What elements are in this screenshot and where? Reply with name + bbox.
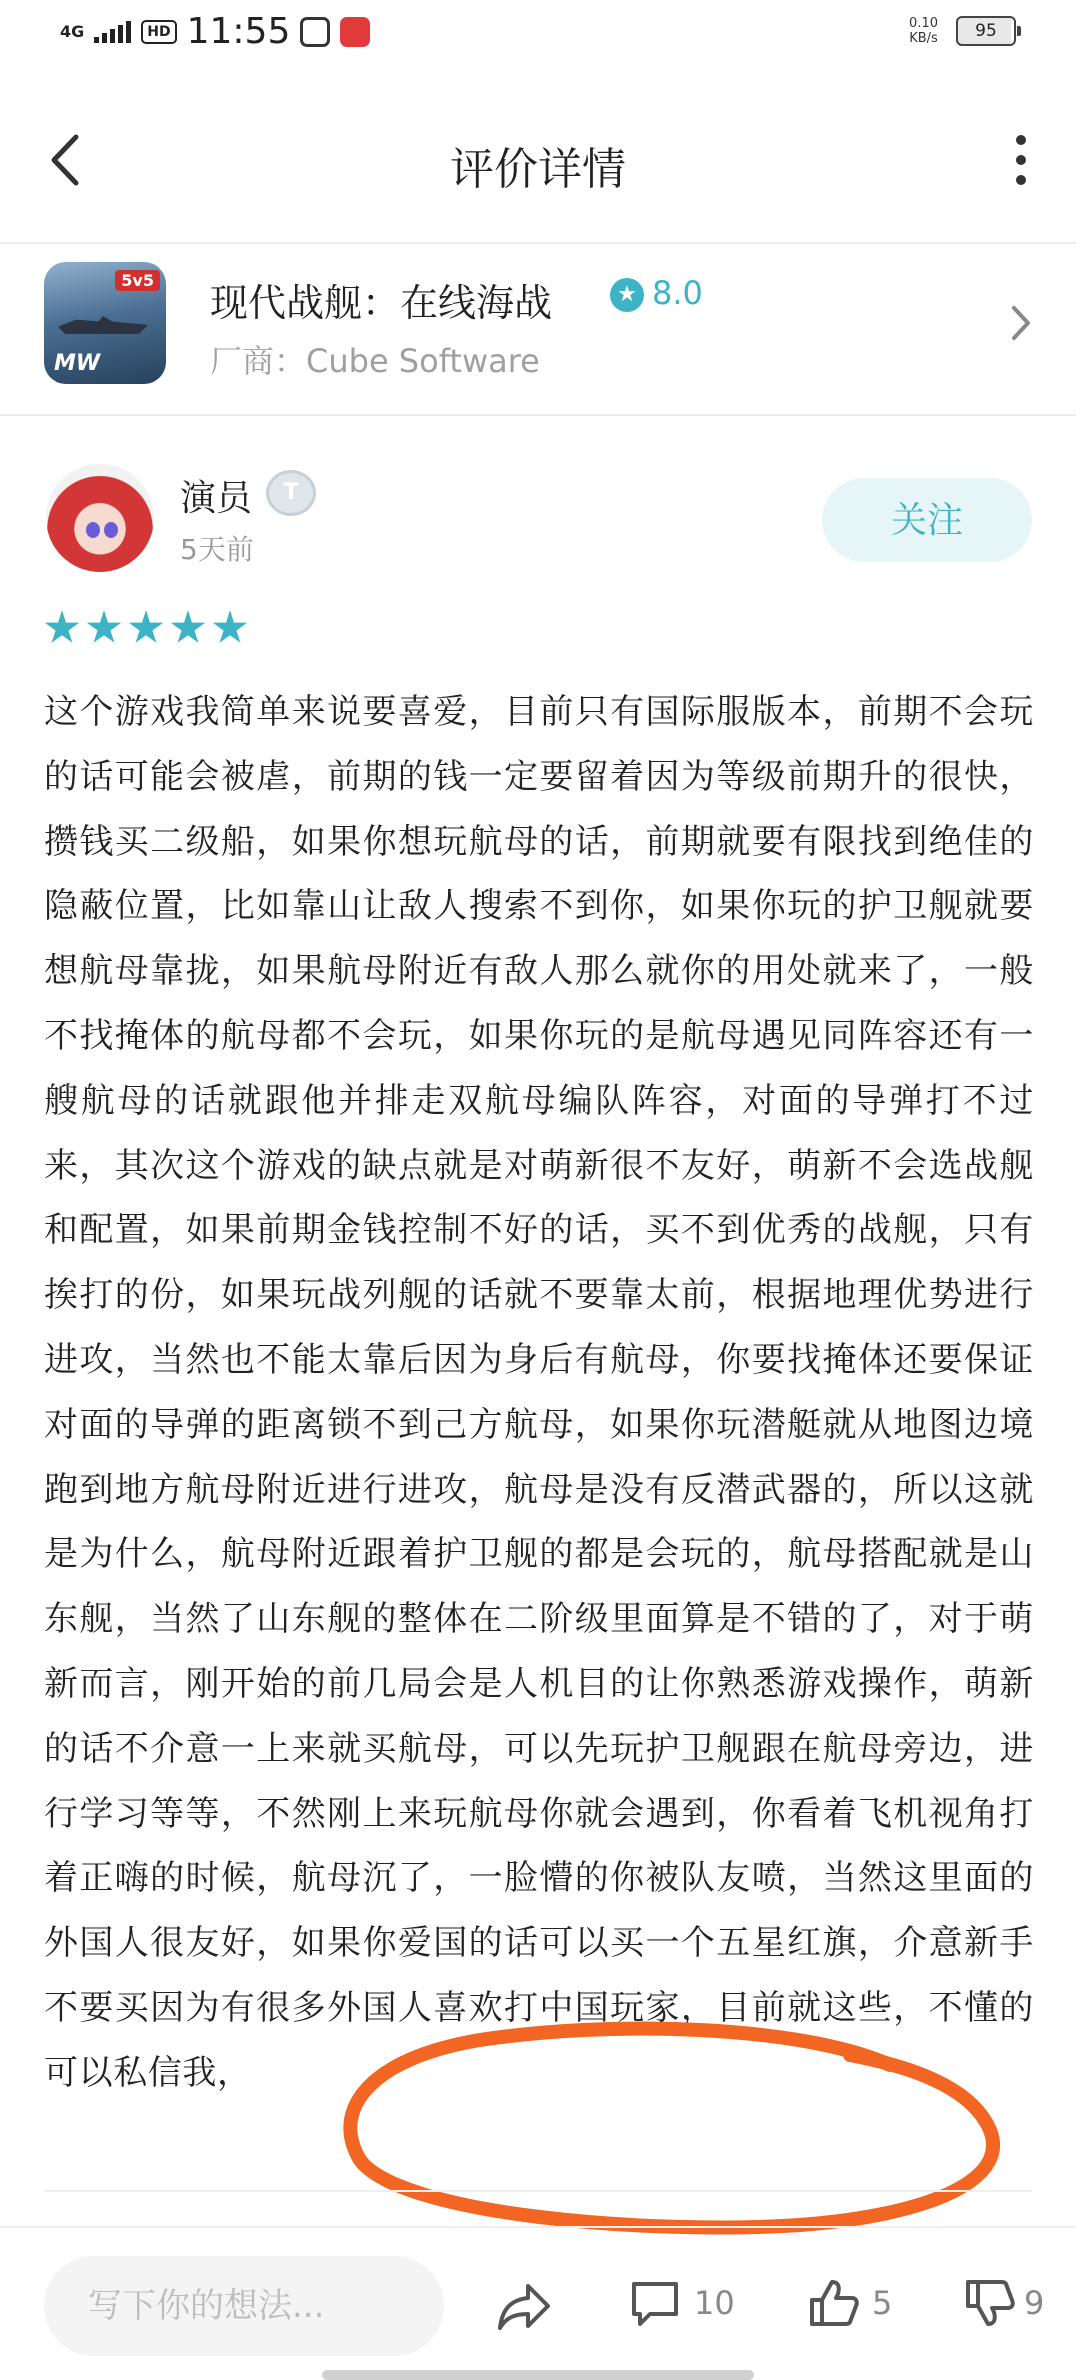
star-icon <box>212 610 248 646</box>
comment-button[interactable] <box>628 2276 735 2330</box>
warship-graphic <box>58 316 148 334</box>
divider <box>0 2226 1076 2228</box>
game-name: 现代战舰：在线海战 <box>210 281 553 325</box>
comment-icon <box>628 2276 682 2330</box>
divider <box>44 2190 1032 2192</box>
divider <box>0 414 1076 416</box>
status-right <box>909 16 1016 46</box>
chevron-right-icon <box>1006 298 1036 348</box>
game-icon <box>44 262 166 384</box>
star-icon <box>44 610 80 646</box>
notification-app-icon-red <box>340 17 370 47</box>
game-rating: 8.0 <box>652 274 703 312</box>
signal-icon <box>94 21 131 43</box>
like-button[interactable] <box>806 2276 892 2330</box>
star-icon <box>86 610 122 646</box>
speed-value: 0.10 <box>909 16 938 31</box>
game-logo: MW <box>54 351 101 376</box>
battery-icon: 95 <box>956 16 1016 46</box>
home-indicator[interactable] <box>322 2370 754 2380</box>
dislike-button[interactable] <box>962 2276 1044 2330</box>
hd-badge: HD <box>141 20 176 44</box>
game-card[interactable] <box>0 244 1076 414</box>
avatar[interactable] <box>46 464 154 572</box>
notification-app-icon <box>300 17 330 47</box>
network-type: 4G <box>60 22 85 41</box>
review-text: 这个游戏我简单来说要喜爱，目前只有国际服版本，前期不会玩的话可能会被虐，前期的钱一定要留着因为等级前期升的很快，攒钱买二级船，如果你想玩航母的话，前期就要有限找到绝佳的隐蔽位置，比如靠山让敌人搜索不到你，如果你玩的护卫舰就要想航母靠拢，如果航母附近有敌人那么就你的用处就来了，一般不找掩体的航母都不会玩，如果你玩的是航母遇见同阵容还有一艘航母的话就跟他并排走双航母编队阵容，对面的导弹打不过来，其次这个游戏的缺点就是对萌新很不友好，萌新不会选战舰和配置，如果前期金钱控制不好的话，买不到优秀的战舰，只有挨打的份，如果玩战列舰的话就不要靠太前，根据地理优势进行进攻，当然也不能太靠后因为身后有航母，你要找掩体还要保证对面的导弹的距离锁不到己方航母，如果你玩潜艇就从地图边境跑到地方航母附近进行进攻，航母是没有反潜武器的，所以这就是为什么，航母附近跟着护卫舰的都是会玩的，航母搭配就是山东舰，当然了山东舰的整体在二阶级里面算是不错的了，对于萌新而言，刚开始的前几局会是人机目的让你熟悉游戏操作，萌新的话不介意一上来就买航母，可以先玩护卫舰跟在航母旁边，进行学习等等，不然刚上来玩航母你就会遇到，你看着飞机视角打着正嗨的时候，航母沉了，一脸懵的你被队友喷，当然这里面的外国人很友好，如果你爱国的话可以买一个五星红旗，介意新手不要买因为有很多外国人喜欢打中国玩家，目前就这些，不懂的可以私信我， <box>44 692 1034 2093</box>
status-bar <box>0 0 1076 70</box>
like-count: 5 <box>872 2284 893 2322</box>
star-icon <box>128 610 164 646</box>
game-mode-badge: 5v5 <box>115 270 160 291</box>
nav-bar <box>0 95 1076 225</box>
speed-unit: KB/s <box>909 31 938 46</box>
post-time: 5天前 <box>180 533 254 566</box>
page-title: 评价详情 <box>450 144 626 195</box>
review-stars <box>44 610 248 646</box>
comment-count: 10 <box>694 2284 735 2322</box>
level-badge: T <box>266 470 316 516</box>
star-icon <box>170 610 206 646</box>
dislike-count: 9 <box>1024 2284 1045 2322</box>
follow-button[interactable]: 关注 <box>822 478 1032 562</box>
username[interactable]: 演员 <box>180 478 253 519</box>
network-speed <box>909 16 938 46</box>
share-icon[interactable] <box>494 2276 554 2336</box>
thumbs-up-icon <box>806 2276 860 2330</box>
clock: 11:55 <box>186 11 291 52</box>
star-rating-icon: ★ <box>610 278 644 312</box>
thumbs-down-icon <box>962 2276 1016 2330</box>
comment-input[interactable] <box>44 2256 444 2356</box>
game-vendor: 厂商：Cube Software <box>210 342 540 380</box>
more-vertical-icon[interactable] <box>1006 135 1036 185</box>
status-left <box>60 12 370 52</box>
